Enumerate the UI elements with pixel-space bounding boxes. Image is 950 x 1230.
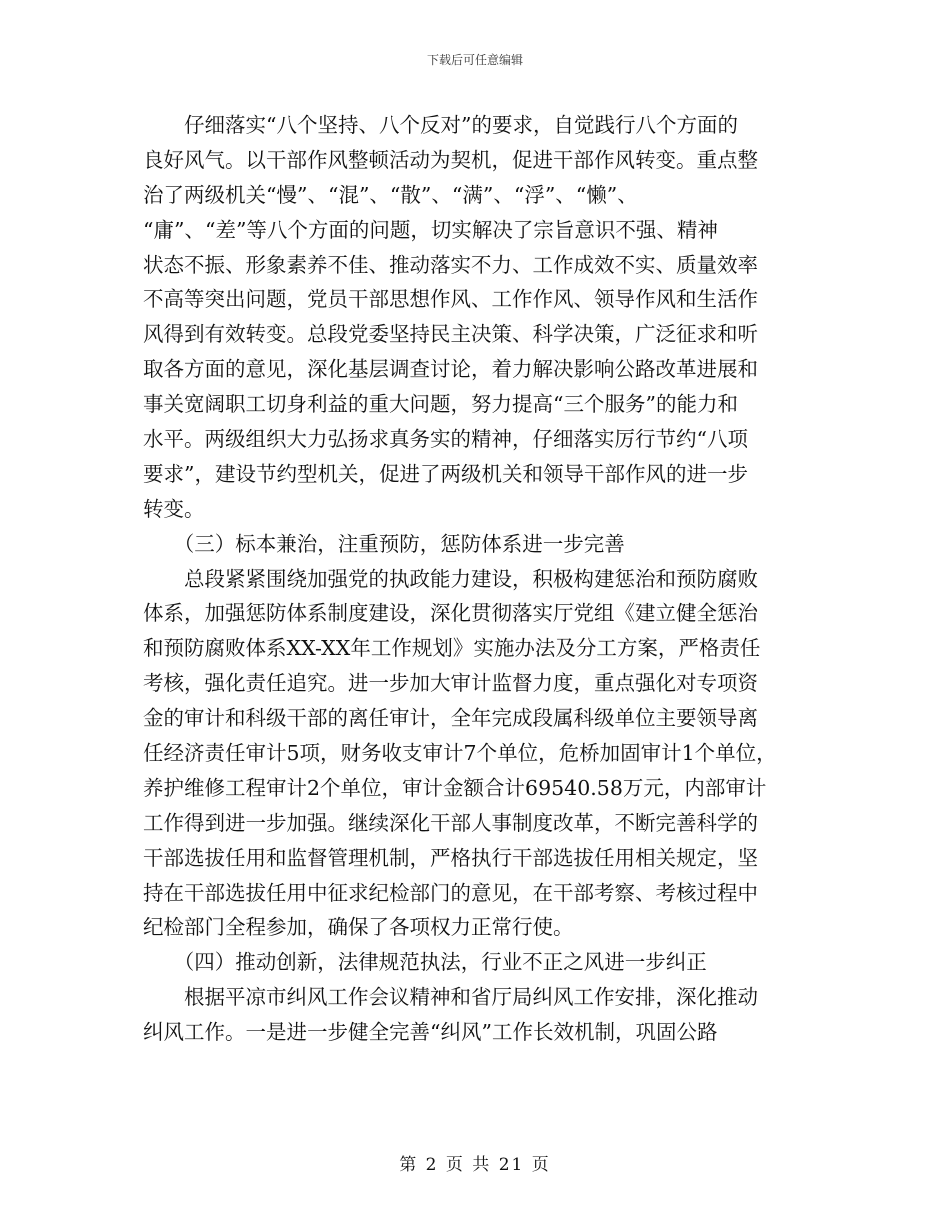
body-text-line: 考核，强化责任追究。进一步加大审计监督力度，重点强化对专项资 xyxy=(143,671,758,696)
body-text-line: 持在干部选拔任用中征求纪检部门的意见，在干部考察、考核过程中 xyxy=(143,880,758,905)
body-text-line: 状态不振、形象素养不佳、推动落实不力、工作成效不实、质量效率 xyxy=(143,252,758,277)
body-text-line: 水平。两级组织大力弘扬求真务实的精神，仔细落实厉行节约“八项 xyxy=(143,427,748,452)
body-text-line: 和预防腐败体系XX-XX年工作规划》实施办法及分工方案，严格责任 xyxy=(143,636,761,661)
body-text-line: 取各方面的意见，深化基层调查讨论，着力解决影响公路改革进展和 xyxy=(143,357,758,382)
body-text-line: 不高等突出问题，党员干部思想作风、工作作风、领导作风和生活作 xyxy=(143,287,758,312)
body-text-line: 仔细落实“八个坚持、八个反对”的要求，自觉践行八个方面的 xyxy=(143,113,738,137)
body-text-line: 干部选拔任用和监督管理机制，严格执行干部选拔任用相关规定，坚 xyxy=(143,845,758,870)
body-text-line: （四）推动创新，法律规范执法，行业不正之风进一步纠正 xyxy=(143,950,707,975)
body-text-line: 养护维修工程审计2个单位，审计金额合计69540.58万元，内部审计 xyxy=(143,775,767,800)
body-text-line: 体系，加强惩防体系制度建设，深化贯彻落实厅党组《建立健全惩治 xyxy=(143,601,758,626)
body-text-line: 工作得到进一步加强。继续深化干部人事制度改革，不断完善科学的 xyxy=(143,810,758,835)
body-text-line: 事关宽阔职工切身利益的重大问题，努力提高“三个服务”的能力和 xyxy=(143,392,738,417)
body-text-line: 纠风工作。一是进一步健全完善“纠风”工作长效机制，巩固公路 xyxy=(143,1020,718,1045)
body-text-line: 良好风气。以干部作风整顿活动为契机，促进干部作风转变。重点整 xyxy=(143,147,758,172)
body-text-line: 总段紧紧围绕加强党的执政能力建设，积极构建惩治和预防腐败 xyxy=(143,566,758,591)
body-text-line: （三）标本兼治，注重预防，惩防体系进一步完善 xyxy=(143,531,625,556)
body-text-line: 任经济责任审计5项，财务收支审计7个单位，危桥加固审计1个单位， xyxy=(143,741,777,766)
body-text-line: 根据平凉市纠风工作会议精神和省厅局纠风工作安排，深化推动 xyxy=(143,985,758,1010)
body-text-line: 纪检部门全程参加，确保了各项权力正常行使。 xyxy=(143,915,574,940)
page-header-note: 下载后可任意编辑 xyxy=(426,53,523,67)
document-body xyxy=(143,108,833,1050)
body-text-line: 转变。 xyxy=(143,496,205,521)
body-text-line: 要求”，建设节约型机关，促进了两级机关和领导干部作风的进一步 xyxy=(143,461,748,486)
body-text-line: 金的审计和科级干部的离任审计，全年完成段属科级单位主要领导离 xyxy=(143,706,758,731)
body-text-line: 治了两级机关“慢”、“混”、“散”、“满”、“浮”、“懒”、 xyxy=(143,182,638,207)
body-text-line: “庸”、“差”等八个方面的问题，切实解决了宗旨意识不强、精神 xyxy=(143,217,718,242)
body-text-line: 风得到有效转变。总段党委坚持民主决策、科学决策，广泛征求和听 xyxy=(143,322,758,347)
page-number-footer: 第 2 页 共 21 页 xyxy=(399,1155,551,1175)
